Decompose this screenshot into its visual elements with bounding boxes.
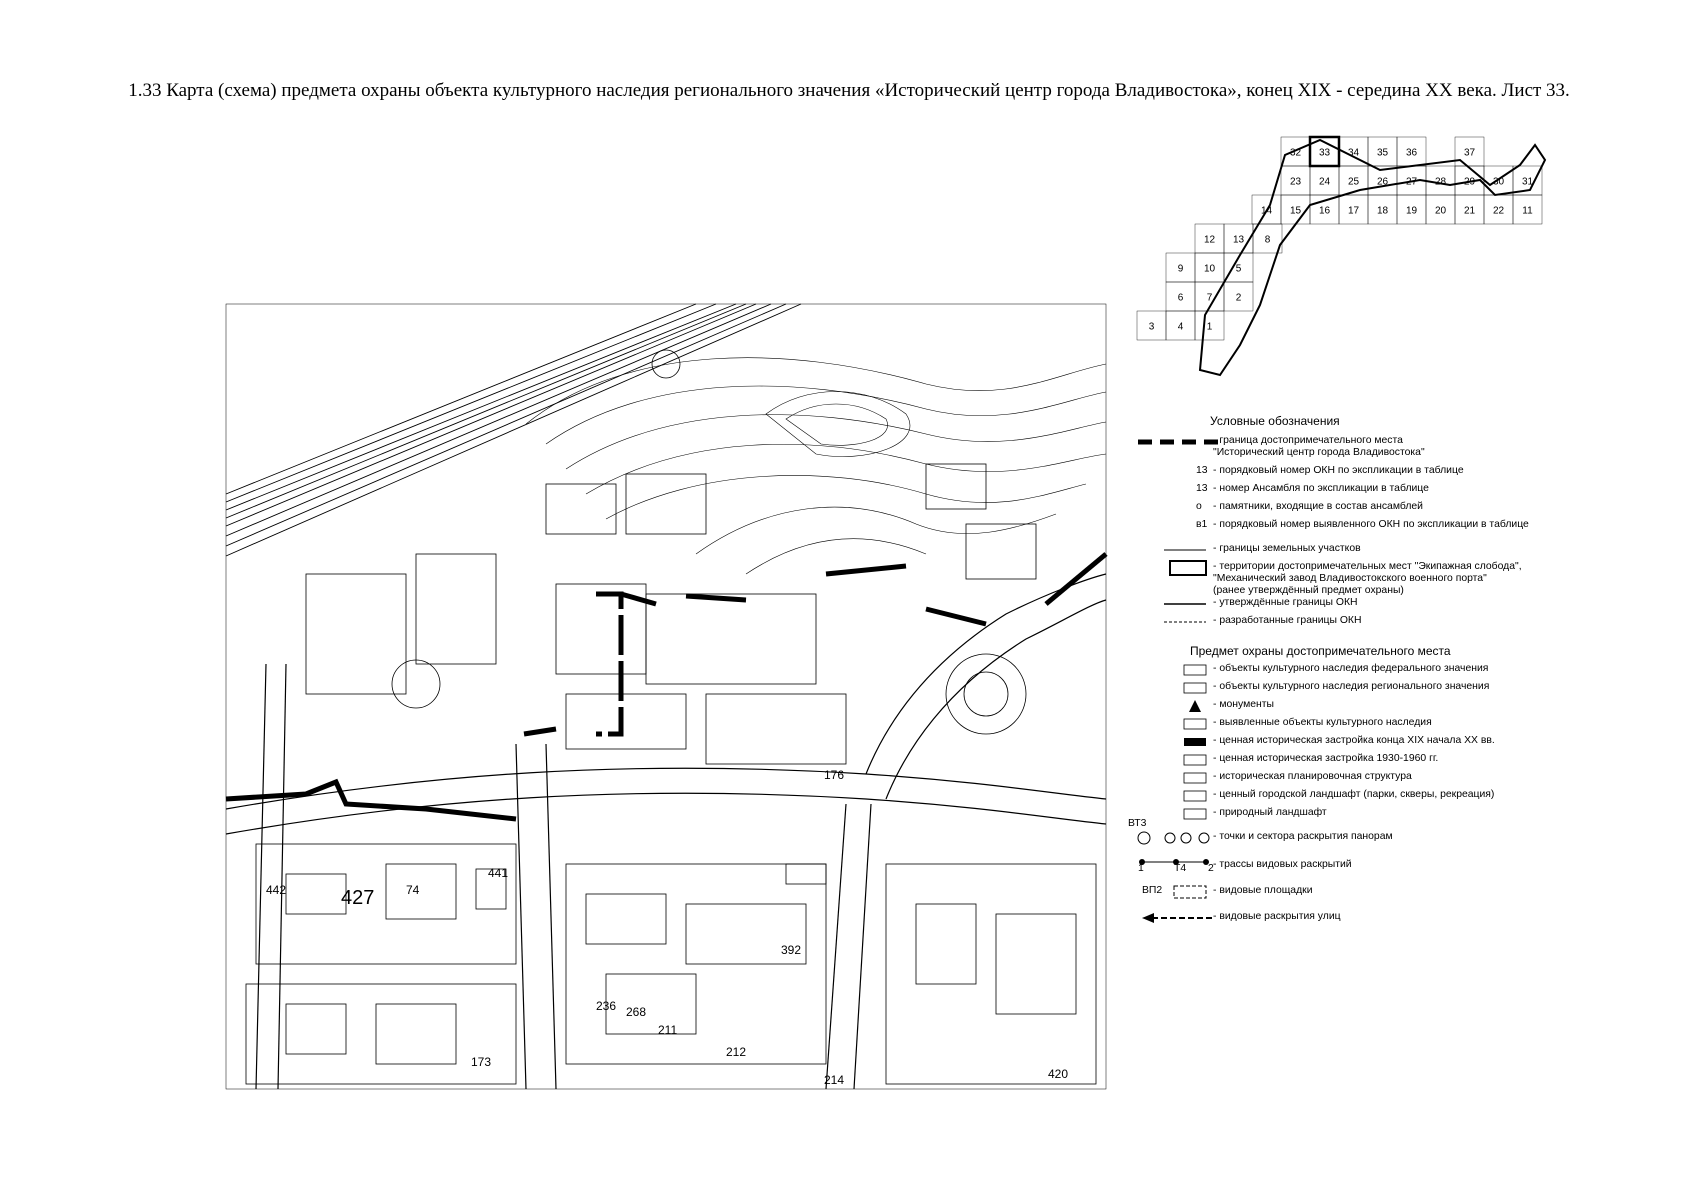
legend-title: Условные обозначения [1210,414,1340,428]
index-sheet-label: 32 [1289,147,1302,159]
index-sheet-label: 27 [1405,176,1418,188]
label-268: 268 [626,1005,647,1019]
legend-text: - объекты культурного наследия регионального значения [1213,681,1490,692]
label-420: 420 [1048,1067,1069,1081]
index-sheet-label: 2 [1235,292,1242,304]
legend-symbol [1134,716,1224,732]
index-sheet-label: 23 [1289,176,1302,188]
legend-item [1120,518,1580,534]
legend-item [1120,884,1580,900]
legend-item [1120,910,1580,926]
index-sheet-label: 18 [1376,205,1389,217]
legend-symbol [1134,482,1224,498]
index-sheet-label: 36 [1405,147,1418,159]
index-sheet-label: 21 [1463,205,1476,217]
legend-text: - точки и сектора раскрытия панорам [1213,831,1393,842]
legend-item [1120,614,1580,630]
legend-symbol [1134,596,1224,612]
index-sheet-label: 30 [1492,176,1505,188]
legend-symbol [1134,560,1224,576]
legend-item [1120,716,1580,732]
index-sheet-label: 26 [1376,176,1389,188]
legend-prefix: в1 [1196,519,1208,530]
index-grid [1148,135,1560,395]
legend-text: - природный ландшафт [1213,807,1327,818]
legend-symbol-label: ВТ3 [1128,818,1147,829]
map-canvas[interactable] [226,304,1106,1089]
legend-item [1120,698,1580,714]
index-sheet-label: 6 [1177,292,1184,304]
legend-text: - объекты культурного наследия федерального значения [1213,663,1489,674]
legend-item [1120,806,1580,822]
label-427: 427 [341,887,375,909]
index-sheet-label: 37 [1463,147,1476,159]
index-sheet-label: 14 [1260,205,1273,217]
legend-item [1120,482,1580,498]
legend-track-label: Т4 [1174,863,1187,874]
legend-text: - ценная историческая застройка 1930-1960 гг. [1213,753,1439,764]
index-sheet-label: 31 [1521,176,1534,188]
legend-text: - историческая планировочная структура [1213,771,1412,782]
index-sheet-label: 24 [1318,176,1331,188]
label-211: 211 [658,1023,678,1037]
legend-symbol [1134,858,1224,874]
legend-symbol [1134,464,1224,480]
legend-prefix: o [1196,501,1202,512]
legend-text: - памятники, входящие в состав ансамблей [1213,501,1423,512]
map-frame [226,304,1106,1089]
legend-symbol [1134,910,1224,926]
legend-prefix: 13 [1196,465,1208,476]
index-sheet-label: 9 [1177,263,1184,275]
index-sheet-label: 22 [1492,205,1505,217]
legend-item [1120,788,1580,804]
legend-text: - видовые раскрытия улиц [1213,911,1341,922]
legend-symbol [1134,734,1224,750]
legend-item [1120,434,1580,458]
legend-item [1120,752,1580,768]
legend-symbol [1134,806,1224,822]
index-sheet-label: 3 [1148,321,1155,333]
label-74: 74 [406,883,420,897]
label-212: 212 [726,1045,747,1059]
index-sheet-label: 11 [1522,205,1533,217]
legend-prefix: 13 [1196,483,1208,494]
label-442: 442 [266,883,287,897]
legend-symbol [1128,818,1224,846]
legend-text: - монументы [1213,699,1274,710]
legend-symbol [1134,680,1224,696]
index-sheet-label: 5 [1235,263,1242,275]
legend-item [1120,560,1580,596]
index-sheet-label: 15 [1289,205,1302,217]
legend-symbol [1134,434,1224,450]
main-map[interactable] [226,304,1106,1089]
legend-subtitle: Предмет охраны достопримечательного места [1190,644,1451,658]
label-441: 441 [488,866,509,880]
legend-item [1120,500,1580,516]
index-sheet-label: 35 [1376,147,1389,159]
legend-track-label: 2 [1208,863,1214,874]
legend-text: - территории достопримечательных мест "Экипажная слобода", "Механический завод Владивостокского военного порта" (ранее утверждённый предмет охраны) [1213,561,1522,596]
sheet-index-map [1148,135,1560,395]
legend-symbol [1134,614,1224,630]
legend-item [1120,464,1580,480]
index-sheet-label: 19 [1405,205,1418,217]
index-sheet-label: 34 [1347,147,1360,159]
legend-item [1120,596,1580,612]
legend-item [1120,734,1580,750]
legend-text: - разработанные границы ОКН [1213,615,1362,626]
label-173: 173 [471,1055,492,1069]
index-sheet-label: 25 [1347,176,1360,188]
legend-item [1120,770,1580,786]
legend-text: - выявленные объекты культурного наследия [1213,717,1432,728]
legend-text: - ценная историческая застройка конца XIX начала XX вв. [1213,735,1495,746]
index-sheet-label: 12 [1203,234,1216,246]
index-sheet-label: 17 [1347,205,1360,217]
legend-symbol [1134,752,1224,768]
index-sheet-label: 28 [1434,176,1447,188]
legend-text: - утверждённые границы ОКН [1213,597,1358,608]
legend-text: - трассы видовых раскрытий [1213,859,1352,870]
legend-item [1120,662,1580,678]
index-sheet-label: 7 [1206,292,1213,304]
legend-item [1120,542,1580,558]
legend-item [1120,818,1580,846]
legend-text: - границы земельных участков [1213,543,1361,554]
index-sheet-label: 29 [1463,176,1476,188]
legend-symbol [1134,662,1224,678]
index-sheet-label: 20 [1434,205,1447,217]
index-sheet-label: 8 [1264,234,1271,246]
legend-text: - порядковый номер ОКН по экспликации в таблице [1213,465,1464,476]
legend-text: - видовые площадки [1213,885,1313,896]
legend-symbol [1134,788,1224,804]
legend-track-label: 1 [1138,863,1144,874]
label-214: 214 [824,1073,845,1087]
legend-item [1120,858,1580,874]
legend-item [1120,680,1580,696]
legend-symbol [1134,770,1224,786]
legend-symbol [1134,698,1224,714]
page-title: 1.33 Карта (схема) предмета охраны объекта культурного наследия регионального значения «Исторический центр города Владивостока», конец XIX - середина XX века. Лист 33. [128,80,1570,101]
legend [1120,412,1580,952]
index-sheet-label: 1 [1206,321,1213,333]
index-city-outline [1200,140,1545,375]
legend-symbol-label: ВП2 [1142,885,1163,896]
legend-text: - ценный городской ландшафт (парки, скверы, рекреация) [1213,789,1495,800]
legend-symbol [1134,500,1224,516]
index-sheet-label: 13 [1232,234,1245,246]
index-sheet-label: 4 [1177,321,1184,333]
legend-text: - порядковый номер выявленного ОКН по экспликации в таблице [1213,519,1529,530]
label-392: 392 [781,943,802,957]
index-sheet-label: 10 [1203,263,1216,275]
legend-symbol [1134,884,1224,900]
label-236: 236 [596,999,617,1013]
legend-symbol [1134,542,1224,558]
legend-text: - граница достопримечательного места "Исторический центр города Владивостока" [1213,435,1425,458]
index-sheet-label: 16 [1318,205,1331,217]
label-176: 176 [824,768,845,782]
legend-text: - номер Ансамбля по экспликации в таблице [1213,483,1429,494]
index-sheet-label: 33 [1318,147,1331,159]
legend-symbol [1134,518,1224,534]
